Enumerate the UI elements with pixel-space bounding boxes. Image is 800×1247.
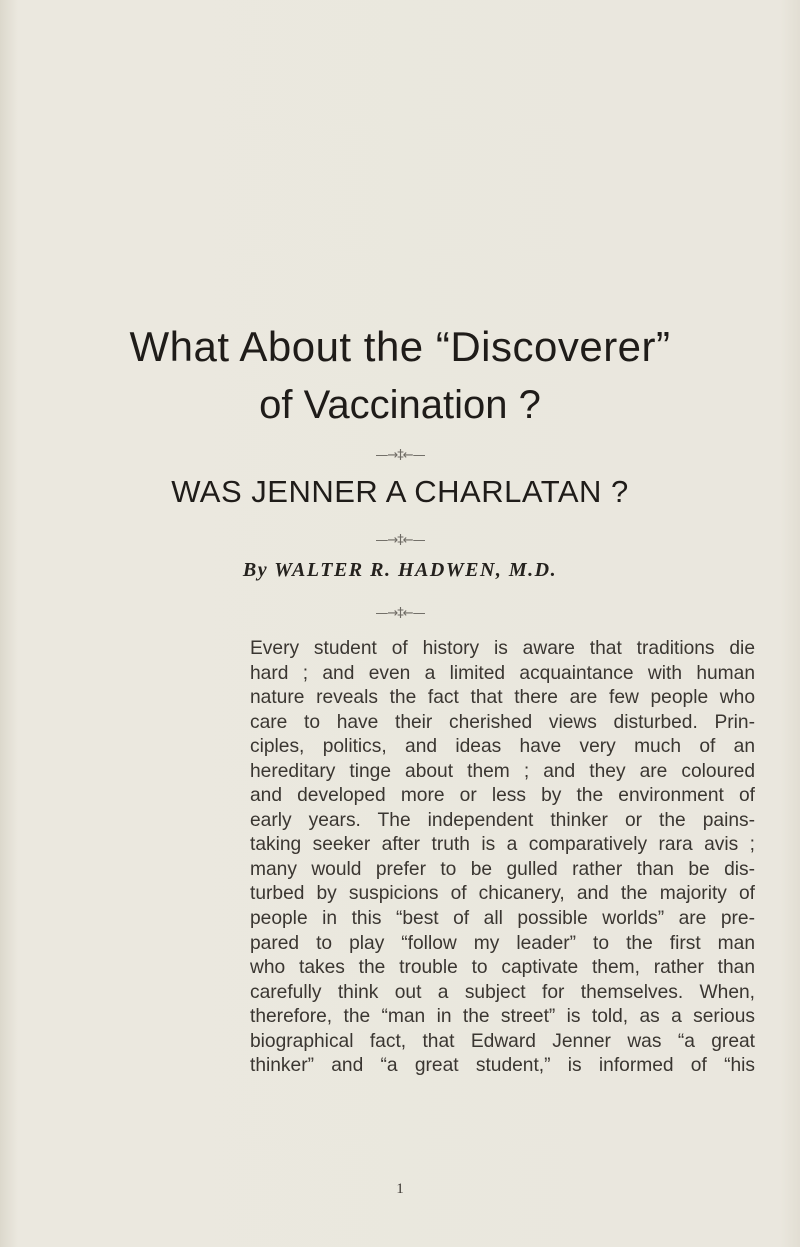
body-line: taking seeker after truth is a comparatively rara avis ; bbox=[250, 834, 755, 856]
body-line: turbed by suspicions of chicanery, and the majority of bbox=[250, 883, 755, 905]
body-line: hard ; and even a limited acquaintance with human bbox=[250, 662, 755, 684]
title-line-2: of Vaccination ? bbox=[259, 383, 541, 427]
body-line: care to have their cherished views disturbed. Prin- bbox=[250, 711, 755, 733]
byline: By WALTER R. HADWEN, M.D. bbox=[242, 559, 558, 581]
body-line: Every student of history is aware that traditions die bbox=[250, 638, 755, 659]
body-line: pared to play “follow my leader” to the first man bbox=[250, 932, 755, 954]
body-line: people in this “best of all possible worlds” are pre- bbox=[250, 908, 755, 930]
body-line: biographical fact, that Edward Jenner was “a great bbox=[250, 1030, 755, 1052]
body-line: hereditary tinge about them ; and they are coloured bbox=[250, 760, 755, 782]
ornamental-divider-3: —→‡←— bbox=[375, 606, 425, 621]
body-line: ciples, politics, and ideas have very much of an bbox=[250, 736, 755, 758]
body-line: who takes the trouble to captivate them, rather than bbox=[250, 957, 755, 979]
title-line-1: What About the “Discoverer” bbox=[129, 323, 671, 370]
body-line: early years. The independent thinker or the pains- bbox=[250, 809, 755, 831]
body-line: nature reveals the fact that there are few people who bbox=[250, 687, 755, 709]
body-paragraph bbox=[250, 637, 755, 1079]
body-line: many would prefer to be gulled rather than be dis- bbox=[250, 858, 755, 880]
body-line: therefore, the “man in the street” is told, as a serious bbox=[250, 1006, 755, 1028]
body-line: carefully think out a subject for themselves. When, bbox=[250, 981, 755, 1003]
body-line: thinker” and “a great student,” is informed of “his bbox=[250, 1055, 755, 1077]
body-line: and developed more or less by the environment of bbox=[250, 785, 755, 807]
ornamental-divider-1: —→‡←— bbox=[375, 448, 425, 463]
page-number: 1 bbox=[396, 1181, 404, 1197]
subtitle: WAS JENNER A CHARLATAN ? bbox=[171, 474, 629, 509]
ornamental-divider-2: —→‡←— bbox=[375, 533, 425, 548]
